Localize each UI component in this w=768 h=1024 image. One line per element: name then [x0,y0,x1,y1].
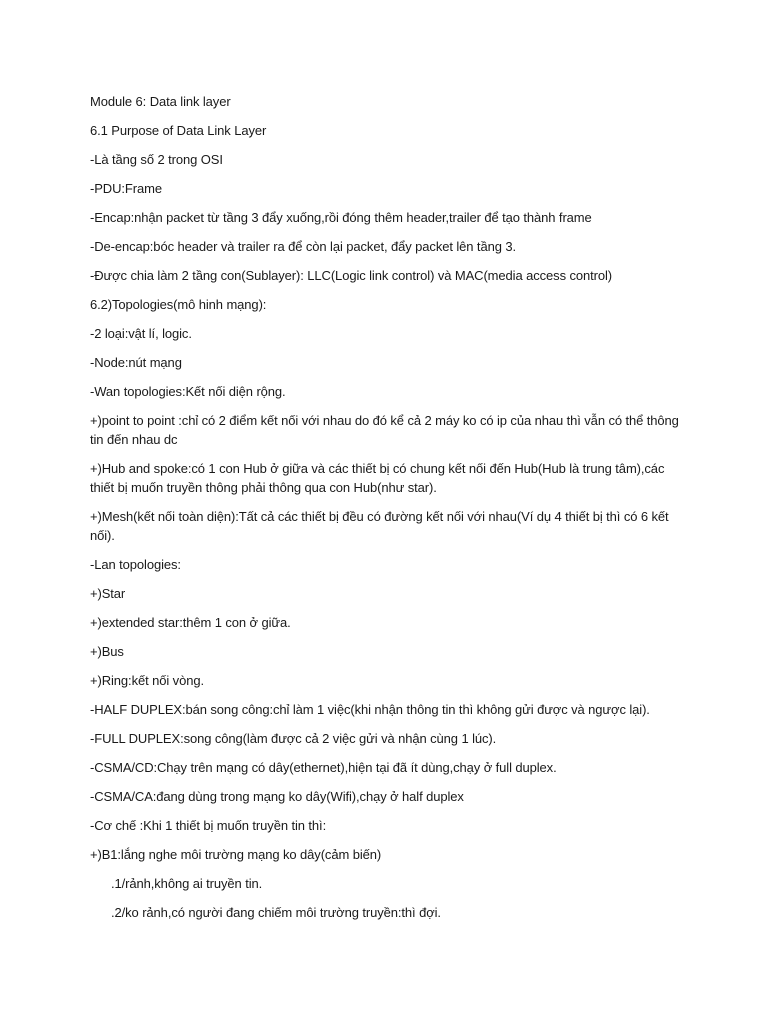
text-line: -Lan topologies: [90,557,181,572]
text-line: -FULL DUPLEX:song công(làm được cả 2 việc gửi và nhận cùng 1 lúc). [90,731,497,746]
text-line: +)Ring:kết nối vòng. [90,673,204,688]
text-line: +)extended star:thêm 1 con ở giữa. [90,615,291,630]
text-line: +)Mesh(kết nối toàn diện):Tất cả các thiết bị đều có đường kết nối với nhau(Ví dụ 4 thiết bị thì có 6 kết nối). [90,509,669,543]
text-line: -PDU:Frame [90,181,162,196]
text-line: -2 loại:vật lí, logic. [90,326,192,341]
text-line-indented: .2/ko rảnh,có người đang chiếm môi trường truyền:thì đợi. [111,905,441,920]
text-line: -Là tầng số 2 trong OSI [90,152,223,167]
text-line: -Encap:nhận packet từ tầng 3 đẩy xuống,rồi đóng thêm header,trailer để tạo thành frame [90,210,592,225]
text-line: +)B1:lắng nghe môi trường mạng ko dây(cảm biến) [90,847,382,862]
text-line: +)point to point :chỉ có 2 điểm kết nối với nhau do đó kể cả 2 máy ko có ip của nhau thì vẫn có thể thông tin đến nhau dc [90,413,679,447]
text-line: -Được chia làm 2 tầng con(Sublayer): LLC(Logic link control) và MAC(media access control) [90,268,613,283]
text-line: -Node:nút mạng [90,355,182,370]
text-line: +)Star [90,586,126,601]
text-line: -CSMA/CA:đang dùng trong mạng ko dây(Wifi),chạy ở half duplex [90,789,464,804]
section-heading: 6.2)Topologies(mô hinh mạng): [90,297,267,312]
text-line: +)Hub and spoke:có 1 con Hub ở giữa và các thiết bị có chung kết nối đến Hub(Hub là trung tâm),các thiết bị muốn truyền thông phải thông qua con Hub(như star). [90,461,665,495]
module-title: Module 6: Data link layer [90,94,231,109]
text-line: -Cơ chế :Khi 1 thiết bị muốn truyền tin thì: [90,818,327,833]
text-line: -HALF DUPLEX:bán song công:chỉ làm 1 việc(khi nhận thông tin thì không gửi được và ngược lại). [90,702,650,717]
document-body [90,92,690,932]
section-heading: 6.1 Purpose of Data Link Layer [90,123,267,138]
text-line: +)Bus [90,644,124,659]
text-line: -Wan topologies:Kết nối diện rộng. [90,384,286,399]
text-line: -CSMA/CD:Chạy trên mạng có dây(ethernet),hiện tại đã ít dùng,chạy ở full duplex. [90,760,557,775]
text-line: -De-encap:bóc header và trailer ra để còn lại packet, đẩy packet lên tầng 3. [90,239,516,254]
text-line-indented: .1/rảnh,không ai truyền tin. [111,876,263,891]
